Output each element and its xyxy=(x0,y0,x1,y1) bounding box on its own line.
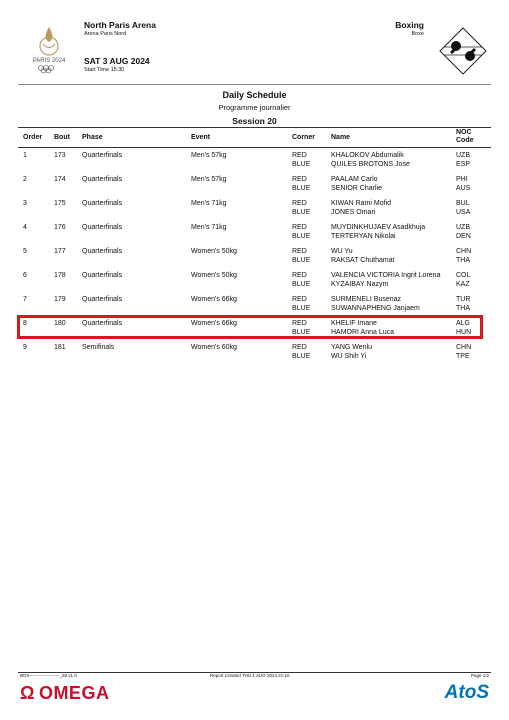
row-event: Women's 50kg xyxy=(191,272,237,279)
row-order: 3 xyxy=(23,200,27,207)
row-noc-red: CHN xyxy=(456,248,472,255)
row-bout: 181 xyxy=(54,344,66,351)
row-noc-red: UZB xyxy=(456,224,470,231)
row-name-red: YANG Wenlu xyxy=(331,344,372,351)
sport-name-fr: Boxe xyxy=(411,31,424,37)
row-noc-red: ALG xyxy=(456,320,471,327)
start-time: Start Time 15:30 xyxy=(84,67,125,73)
row-event: Men's 71kg xyxy=(191,200,227,207)
table-row xyxy=(18,219,491,243)
table-row xyxy=(18,171,491,195)
row-name-red: KHALOKOV Abdumalik xyxy=(331,152,404,159)
row-order: 1 xyxy=(23,152,27,159)
row-order: 2 xyxy=(23,176,27,183)
header-divider xyxy=(18,84,491,85)
venue-subname: Arena Paris Nord xyxy=(84,31,127,37)
row-name-red: KHELIF Imane xyxy=(331,320,377,327)
row-event: Women's 50kg xyxy=(191,248,237,255)
row-corner-red: RED xyxy=(292,344,307,351)
col-order: Order xyxy=(23,134,43,141)
row-noc-red: PHI xyxy=(456,176,468,183)
row-corner-blue: BLUE xyxy=(292,232,311,240)
row-corner-blue: BLUE xyxy=(292,184,311,192)
row-corner-blue: BLUE xyxy=(292,352,311,360)
row-noc-red: UZB xyxy=(456,152,470,159)
row-corner-blue: BLUE xyxy=(292,304,311,312)
row-corner-blue: BLUE xyxy=(292,328,311,336)
row-corner-blue: BLUE xyxy=(292,208,311,216)
row-corner-blue: BLUE xyxy=(292,256,311,264)
row-name-blue: HAMORI Anna Luca xyxy=(331,328,395,336)
row-name-red: PAALAM Carlo xyxy=(331,176,378,183)
row-name-blue: KYZAIBAY Nazym xyxy=(331,280,389,288)
row-noc-red: COL xyxy=(456,272,471,279)
row-phase: Quarterfinals xyxy=(82,272,123,279)
omega-symbol-icon: Ω xyxy=(20,683,35,703)
row-order: 7 xyxy=(23,296,27,303)
omega-wordmark: OMEGA xyxy=(38,683,110,703)
row-event: Women's 66kg xyxy=(191,320,237,327)
row-phase: Quarterfinals xyxy=(82,224,123,231)
row-name-blue: SUWANNAPHENG Janjaem xyxy=(331,304,420,312)
row-bout: 177 xyxy=(54,248,66,255)
row-phase: Quarterfinals xyxy=(82,248,123,255)
col-name: Name xyxy=(331,134,351,141)
logo-text: PARIS 2024 xyxy=(32,58,66,64)
row-bout: 178 xyxy=(54,272,66,279)
row-name-blue: WU Shih Yi xyxy=(331,352,367,360)
row-event: Women's 66kg xyxy=(191,296,237,303)
sport-name: Boxing xyxy=(395,20,424,30)
row-noc-blue: HUN xyxy=(456,328,472,336)
row-order: 8 xyxy=(23,320,27,327)
col-code-label: Code xyxy=(456,137,474,144)
row-order: 9 xyxy=(23,344,27,351)
page-subtitle: Programme journalier xyxy=(218,103,291,112)
row-noc-blue: AUS xyxy=(456,184,471,192)
row-noc-blue: THA xyxy=(456,256,470,264)
row-order: 5 xyxy=(23,248,27,255)
table-header xyxy=(18,127,491,148)
venue-block xyxy=(84,20,156,37)
row-corner-blue: BLUE xyxy=(292,160,311,168)
row-event: Women's 60kg xyxy=(191,344,237,351)
row-bout: 173 xyxy=(54,152,66,159)
row-corner-red: RED xyxy=(292,320,307,327)
row-corner-red: RED xyxy=(292,248,307,255)
table-row xyxy=(18,291,491,315)
event-date: SAT 3 AUG 2024 xyxy=(84,56,150,66)
boxing-pictogram-icon xyxy=(438,26,488,76)
sport-block xyxy=(395,20,424,37)
row-phase: Quarterfinals xyxy=(82,152,123,159)
page-number: Page 1/2 xyxy=(470,673,489,678)
row-name-red: VALENCIA VICTORIA Ingrit Lorena xyxy=(331,272,441,279)
row-bout: 174 xyxy=(54,176,66,183)
atos-logo: AtoS xyxy=(444,682,489,703)
row-phase: Quarterfinals xyxy=(82,320,123,327)
table-row xyxy=(18,195,491,219)
row-noc-red: BUL xyxy=(456,200,470,207)
highlight-box xyxy=(17,315,483,339)
row-order: 4 xyxy=(23,224,27,231)
row-phase: Quarterfinals xyxy=(82,296,123,303)
row-event: Men's 57kg xyxy=(191,176,227,183)
table-row xyxy=(18,147,491,171)
row-name-red: MUYDINKHUJAEV Asadkhuja xyxy=(331,224,426,231)
row-noc-red: CHN xyxy=(456,344,472,351)
row-event: Men's 71kg xyxy=(191,224,227,231)
row-corner-red: RED xyxy=(292,200,307,207)
row-name-red: KIWAN Rami Mofid xyxy=(331,200,392,207)
row-noc-blue: USA xyxy=(456,208,471,216)
session-title: Session 20 xyxy=(232,116,277,126)
row-phase: Semifinals xyxy=(82,344,115,351)
row-event: Men's 57kg xyxy=(191,152,227,159)
col-noc-code xyxy=(456,129,474,145)
paris-2024-logo xyxy=(26,24,72,74)
report-created: Report Created THU 1 AUG 2024 21:10 xyxy=(210,673,290,678)
row-noc-red: TUR xyxy=(456,296,471,303)
row-noc-blue: ESP xyxy=(456,160,471,168)
row-name-blue: SENIOR Charlie xyxy=(331,184,382,192)
table-row xyxy=(18,267,491,291)
row-name-blue: QUILES BROTONS Jose xyxy=(331,160,410,168)
col-event: Event xyxy=(191,134,211,141)
col-phase: Phase xyxy=(82,134,103,141)
venue-name: North Paris Arena xyxy=(84,20,156,30)
row-bout: 175 xyxy=(54,200,66,207)
row-noc-blue: DEN xyxy=(456,232,471,240)
row-corner-blue: BLUE xyxy=(292,280,311,288)
row-noc-blue: THA xyxy=(456,304,470,312)
row-corner-red: RED xyxy=(292,296,307,303)
row-corner-red: RED xyxy=(292,152,307,159)
row-phase: Quarterfinals xyxy=(82,200,123,207)
document-code: BOX--------------------_58 v1.0 xyxy=(20,673,77,678)
date-block xyxy=(84,56,150,73)
row-noc-blue: TPE xyxy=(456,352,470,360)
row-corner-red: RED xyxy=(292,272,307,279)
row-bout: 179 xyxy=(54,296,66,303)
table-row xyxy=(18,339,491,363)
row-phase: Quarterfinals xyxy=(82,176,123,183)
row-bout: 176 xyxy=(54,224,66,231)
row-name-blue: TERTERYAN Nikolai xyxy=(331,232,396,240)
row-bout: 180 xyxy=(54,320,66,327)
row-name-red: WU Yu xyxy=(331,248,353,255)
row-corner-red: RED xyxy=(292,176,307,183)
omega-logo xyxy=(20,683,109,704)
table-row xyxy=(18,243,491,267)
row-order: 6 xyxy=(23,272,27,279)
row-corner-red: RED xyxy=(292,224,307,231)
row-name-red: SURMENELI Busenaz xyxy=(331,296,402,303)
row-name-blue: RAKSAT Chuthamat xyxy=(331,256,395,264)
col-corner: Corner xyxy=(292,134,315,141)
row-name-blue: JONES Omari xyxy=(331,208,376,216)
row-noc-blue: KAZ xyxy=(456,280,470,288)
col-noc-label: NOC xyxy=(456,129,472,136)
col-bout: Bout xyxy=(54,134,70,141)
page-title: Daily Schedule xyxy=(222,90,287,100)
